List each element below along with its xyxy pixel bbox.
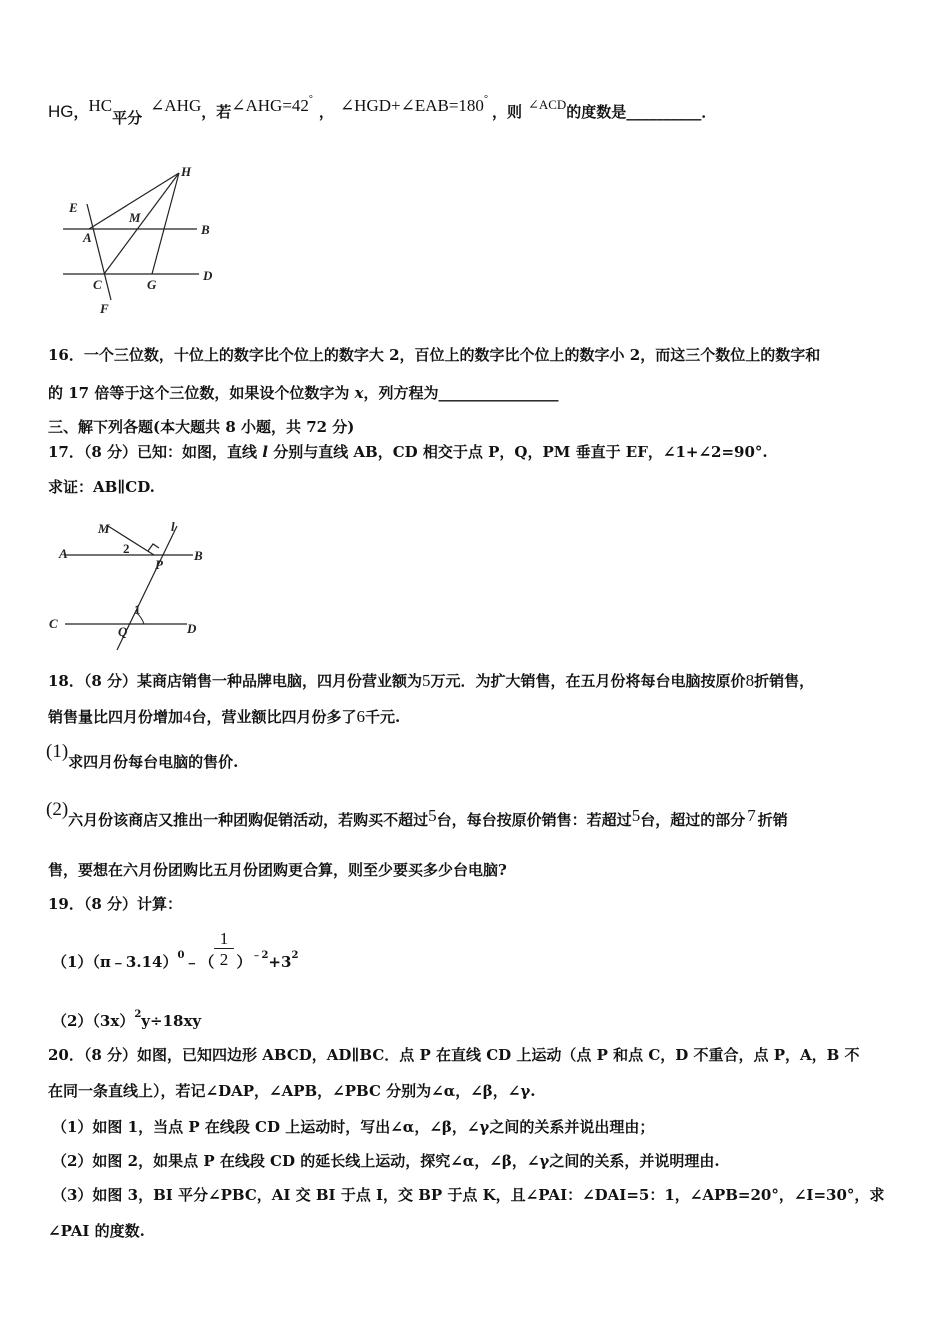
q19-part2: $(2)(3x)^2y\div 18xy$ — [52, 1009, 202, 1030]
q17-line2: 求证：AB∥CD. — [48, 478, 155, 496]
q19-fraction-denominator: 2 — [219, 950, 229, 969]
q15-angle-ahg: ∠AHG — [150, 96, 202, 115]
q17-line1: 17．（8 分）已知：如图，直线 l 分别与直线 AB，CD 相交于点 P，Q，PM 垂直于 EF，∠1+∠2=90°. — [48, 443, 768, 461]
q15-label-b: B — [201, 222, 210, 237]
q19-fraction — [214, 929, 234, 970]
q17-label-m: M — [98, 521, 110, 536]
q15-figure — [55, 160, 230, 320]
q15-hg: HG — [48, 102, 74, 121]
q17-right-angle-mark — [148, 544, 159, 551]
q15-line-hg — [152, 173, 179, 274]
section-3-heading: 三、解下列各题(本大题共 8 小题，共 72 分) — [48, 418, 355, 436]
q17-var-l: l — [262, 443, 268, 461]
q20-part3: （3）如图 3，BI 平分∠PBC，AI 交 BI 于点 I，交 BP 于点 K，且∠PAI：∠DAI=5：1，∠APB=20°，∠I=30°，求 — [52, 1186, 885, 1204]
q16-answer-blank: ________________ — [438, 384, 559, 402]
q17-figure — [45, 518, 215, 658]
q17-label-b: B — [194, 548, 203, 563]
q15-label-f: F — [100, 301, 109, 316]
q15-comma-if: ，若 — [201, 103, 232, 121]
q17-label-q: Q — [118, 624, 128, 639]
q15-label-h: H — [181, 164, 192, 179]
q17-label-2: 2 — [123, 541, 130, 556]
q15-line — [48, 94, 717, 127]
q18-line2: 销售量比四月份增加4台，营业额比四月份多了6千元. — [48, 707, 401, 726]
q19-fraction-numerator: 1 — [214, 929, 234, 949]
q15-label-c: C — [93, 277, 102, 292]
q15-answer-blank: __________ — [626, 103, 702, 121]
q20-part1: （1）如图 1，当点 P 在线段 CD 上运动时，写出∠α，∠β，∠γ之间的关系并说出理由； — [52, 1118, 655, 1136]
q20-part2: （2）如图 2，如果点 P 在线段 CD 的延长线上运动，探究∠α，∠β，∠γ之间的关系，并说明理由. — [52, 1152, 720, 1170]
q18-part2-label: (2) — [46, 799, 69, 820]
q15-label-m: M — [129, 210, 141, 225]
q17-line-pm — [108, 526, 154, 555]
q15-tail: 的度数是 — [566, 103, 627, 121]
q18-part2: (2)六月份该商店又推出一种团购促销活动，若购买不超过5台，每台按原价销售：若超过5台，超过的部分 7 折销 — [46, 799, 788, 829]
q17-label-d: D — [187, 621, 197, 636]
q17-label-p: P — [155, 557, 163, 572]
q17-label-a: A — [59, 546, 68, 561]
q20-part3-line2: ∠PAI 的度数. — [48, 1222, 145, 1240]
q15-angle-acd: ∠ACD — [527, 97, 567, 112]
q15-comma2: ， — [318, 103, 334, 121]
q17-label-1: 1 — [134, 602, 141, 617]
q15-period: ． — [701, 103, 717, 121]
q15-cond1: ∠AHG=42° — [231, 94, 313, 115]
q17-label-c: C — [49, 616, 58, 631]
q20-line2: 在同一条直线上），若记∠DAP，∠APB，∠PBC 分别为∠α，∠β，∠γ. — [48, 1082, 536, 1100]
q18-part1-label: (1) — [46, 741, 69, 762]
q16-line2: 的 17 倍等于这个三位数，如果设个位数字为 x，列方程为________________ — [48, 384, 559, 402]
q18-line1: 18．（8 分）某商店销售一种品牌电脑，四月份营业额为5万元．为扩大销售，在五月份将每台电脑按原价8折销售， — [48, 671, 815, 690]
q15-label-g: G — [147, 277, 157, 292]
q15-label-d: D — [203, 268, 213, 283]
q16-var-x: x — [354, 384, 364, 402]
q15-label-a: A — [83, 230, 92, 245]
q19-part1: （1）（π﹣3.14）$^0$﹣（ ）$^{﹣2}+3^2$ — [52, 950, 299, 971]
q19-title: 19．（8 分）计算： — [48, 895, 183, 913]
q16-line1: 16．一个三位数，十位上的数字比个位上的数字大 2，百位上的数字比个位上的数字小 2，而这三个数位上的数字和 — [48, 346, 821, 364]
q17-label-l: l — [171, 519, 175, 534]
q18-part1: (1)求四月份每台电脑的售价. — [46, 741, 239, 771]
q20-line1: 20．（8 分）如图，已知四边形 ABCD，AD∥BC．点 P 在直线 CD 上运动（点 P 和点 C，D 不重合，点 P，A，B 不 — [48, 1046, 860, 1064]
q15-comma1: ， — [73, 103, 89, 121]
q15-then: ，则 — [491, 103, 522, 121]
q15-line-hc — [104, 173, 179, 274]
q15-label-e: E — [69, 200, 78, 215]
q15-hc: HC — [88, 96, 113, 115]
q18-part2-line2: 售，要想在六月份团购比五月份团购更合算，则至少要买多少台电脑? — [48, 861, 507, 879]
q15-bisects: 平分 — [112, 109, 143, 127]
q15-cond2: ∠HGD+∠EAB=180° — [339, 94, 488, 115]
